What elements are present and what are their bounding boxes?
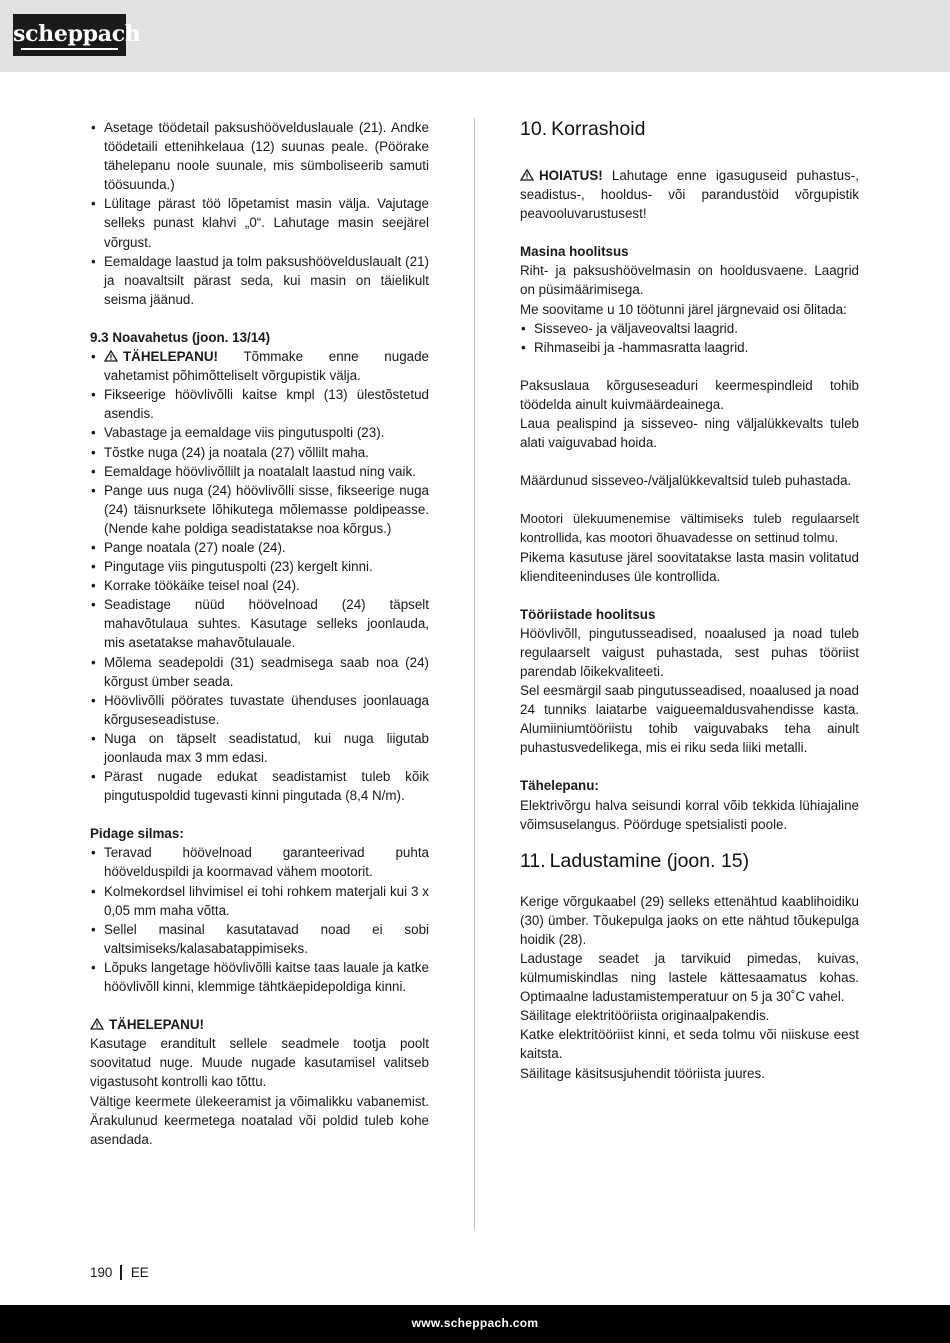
list-item: • Sisseveo- ja väljaveovaltsi laagrid.	[520, 319, 859, 338]
warning-text: Tõmmake enne nugade vahetamist põhimõtteliselt võrgupistik välja.	[104, 349, 429, 384]
list-item: • Pange uus nuga (24) höövlivõlli sisse, fikseerige nuga (24) täisnurksete lõhikutega mõlemasse poldipeasse. (Nende kahe poldiga seadistatakse noa kõrgus.)	[90, 481, 429, 538]
left-column	[90, 118, 429, 1149]
list-item: • Mõlema seadepoldi (31) seadmisega saab noa (24) kõrgust ümber seada.	[90, 653, 429, 691]
section-93-list	[90, 347, 429, 805]
list-item: • Höövlivõlli pöörates tuvastate ühenduses joonlauaga kõrguseseadistuse.	[90, 691, 429, 729]
right-column	[520, 118, 859, 1083]
page-number: 190	[90, 1265, 113, 1280]
warning-paragraph	[520, 166, 859, 223]
list-item: • Kolmekordsel lihvimisel ei tohi rohkem materjali kui 3 x 0,05 mm maha võtta.	[90, 882, 429, 920]
attention-heading: Tähelepanu:	[520, 778, 599, 794]
list-item: • Lõpuks langetage höövlivõlli kaitse taas lauale ja katke höövlivõll kinni, klemmige tähtkäepidepoldiga kinni.	[90, 958, 429, 996]
page-header	[0, 0, 950, 72]
list-item: • Nuga on täpselt seadistatud, kui nuga liigutab joonlauda max 3 mm edasi.	[90, 729, 429, 767]
paragraph: Laua pealispind ja sisseveo- ning väljalükkevalts tuleb alati vaiguvabad hoida.	[520, 416, 859, 451]
list-item: • Eemaldage höövlivõllilt ja noatalalt laastud ning vaik.	[90, 462, 429, 481]
paragraph: Sel eesmärgil saab pingutusseadised, noaalused ja noad 24 tunniks laiatarbe vaigueemaldusvahendisse kasta. Alumiiniumtööriistu tohib vaiguvabaks teha ainult puhastusvedelikega, mis ei riku seda liiki metalli.	[520, 683, 859, 756]
paragraph: Paksuslaua kõrguseseaduri keermespindleid tohib töödelda ainult kuivmäärdeainega.	[520, 377, 859, 412]
section-number: 10.	[520, 118, 548, 140]
list-item: • Seadistage nüüd höövelnoad (24) täpselt mahavõtulaua suhtes. Kasutage selleks joonlauda, mis asetatakse mahavõtulauale.	[90, 595, 429, 652]
paragraph: Mootori ülekuumenemise vältimiseks tuleb regulaarselt kontrollida, kas mootori õhuavadesse on settinud tolmu.	[520, 511, 859, 546]
section-title: Korrashoid	[551, 118, 646, 140]
warning-triangle-icon	[104, 350, 118, 362]
note-heading: Pidage silmas:	[90, 826, 184, 842]
scheppach-logo	[13, 14, 141, 56]
list-item: • Rihmaseibi ja -hammasratta laagrid.	[520, 338, 859, 357]
paragraph: Säilitage käsitsusjuhendit tööriista juures.	[520, 1065, 765, 1081]
warning-heading	[90, 1015, 429, 1034]
list-item: • Fikseerige höövlivõlli kaitse kmpl (13) ülestõstetud asendis.	[90, 385, 429, 423]
intro-list	[90, 118, 429, 309]
list-item: • Korrake töökäike teisel noal (24).	[90, 576, 429, 595]
list-item: • Pingutage viis pingutuspolti (23) kergelt kinni.	[90, 557, 429, 576]
paragraph: Elektrivõrgu halva seisundi korral võib tekkida lühiajaline võimsuselangus. Pöörduge spetsialisti poole.	[520, 797, 859, 832]
warning-label: HOIATUS!	[539, 168, 603, 183]
section-93-heading: 9.3 Noavahetus (joon. 13/14)	[90, 329, 271, 345]
list-item: • Vabastage ja eemaldage viis pingutuspolti (23).	[90, 423, 429, 442]
list-item: • Teravad höövelnoad garanteerivad puhta höövelduspildi ja koormavad vähem mootorit.	[90, 843, 429, 881]
paragraph: Pikema kasutuse järel soovitatakse lasta masin volitatud klienditeeninduses üle kontrollida.	[520, 549, 859, 584]
paragraph: Vältige keermete ülekeeramist ja võimalikku vabanemist. Ärakulunud keermetega noatalad või poldid tuleb kohe asendada.	[90, 1093, 429, 1147]
tool-care-heading: Tööriistade hoolitsus	[520, 606, 656, 622]
list-item: • Eemaldage laastud ja tolm paksushöövelduslaualt (21) ja noavaltsilt pärast seda, kui masin on täielikult seisma jäänud.	[90, 252, 429, 309]
section-title: Ladustamine (joon. 15)	[549, 849, 750, 872]
paragraph: Höövlivõll, pingutusseadised, noaalused ja noad tuleb regulaarselt vaigust puhastada, sest puhas tööriist parendab lõikekvaliteeti.	[520, 625, 859, 679]
machine-care-heading: Masina hoolitsus	[520, 244, 629, 260]
paragraph: Kasutage eranditult sellele seadmele tootja poolt soovitatud nuge. Muude nugade kasutamisel valitseb vigastusoht kontrolli kao tõttu.	[90, 1036, 429, 1090]
warning-list-item	[90, 347, 429, 385]
warning-label: TÄHELEPANU!	[109, 1017, 204, 1033]
list-item: • Lülitage pärast töö lõpetamist masin välja. Vajutage selleks punast klahvi „0“. Lahutage masin seejärel võrgust.	[90, 194, 429, 251]
section-10-heading	[520, 118, 859, 140]
language-code: EE	[130, 1265, 149, 1280]
paragraph: Katke elektritööriist kinni, et seda tolmu või niiskuse eest kaitsta.	[520, 1027, 859, 1062]
paragraph: Kerige võrgukaabel (29) selleks ettenähtud kaablihoidiku (30) ümber. Tõukepulga jaoks on ette nähtud tõukepulga hoidik (28).	[520, 893, 859, 947]
list-item: • Pange noatala (27) noale (24).	[90, 538, 429, 557]
list-item: • Asetage töödetail paksushöövelduslauale (21). Andke töödetaili ettenihkelaua (12) suunas peale. (Pöörake tähelepanu noole suunale, mis sümboliseerib samuti töösuunda.)	[90, 118, 429, 194]
paragraph: Määrdunud sisseveo-/väljalükkevaltsid tuleb puhastada.	[520, 473, 852, 489]
website-link[interactable]: www.scheppach.com	[411, 1316, 539, 1330]
paragraph: Riht- ja paksushöövelmasin on hooldusvaene. Laagrid on püsimäärimisega.	[520, 263, 859, 298]
machine-care-list	[520, 319, 859, 357]
column-divider	[474, 118, 475, 1230]
section-number: 11.	[520, 849, 546, 872]
section-11-heading	[520, 850, 859, 872]
warning-triangle-icon	[90, 1018, 104, 1030]
note-list	[90, 843, 429, 996]
warning-text: Lahutage enne igasuguseid puhastus-, seadistus-, hooldus- või parandustöid võrgupistik peavooluvarustusest!	[520, 168, 859, 222]
logo-text: scheppach	[13, 21, 141, 47]
footer-bar	[0, 1305, 950, 1343]
warning-label: TÄHELEPANU!	[123, 349, 218, 365]
paragraph: Ladustage seadet ja tarvikuid pimedas, kuivas, külmumiskindlas ning lastele kättesaamatus kohas. Optimaalne ladustamistemperatuur on 5 ja 30˚C vahel.	[520, 951, 859, 1005]
warning-triangle-icon	[520, 169, 534, 181]
list-item: • Tõstke nuga (24) ja noatala (27) võllilt maha.	[90, 443, 429, 462]
list-item: • Sellel masinal kasutatavad noad ei sobi valtsimiseks/kalasabatappimiseks.	[90, 920, 429, 958]
paragraph: Säilitage elektritööriista originaalpakendis.	[520, 1008, 770, 1024]
list-item: • Pärast nugade edukat seadistamist tuleb kõik pingutuspoldid tugevasti kinni pingutada (8,4 N/m).	[90, 767, 429, 805]
paragraph: Me soovitame u 10 töötunni järel järgnevaid osi õlitada:	[520, 301, 847, 317]
page-footer-number	[90, 1265, 149, 1280]
